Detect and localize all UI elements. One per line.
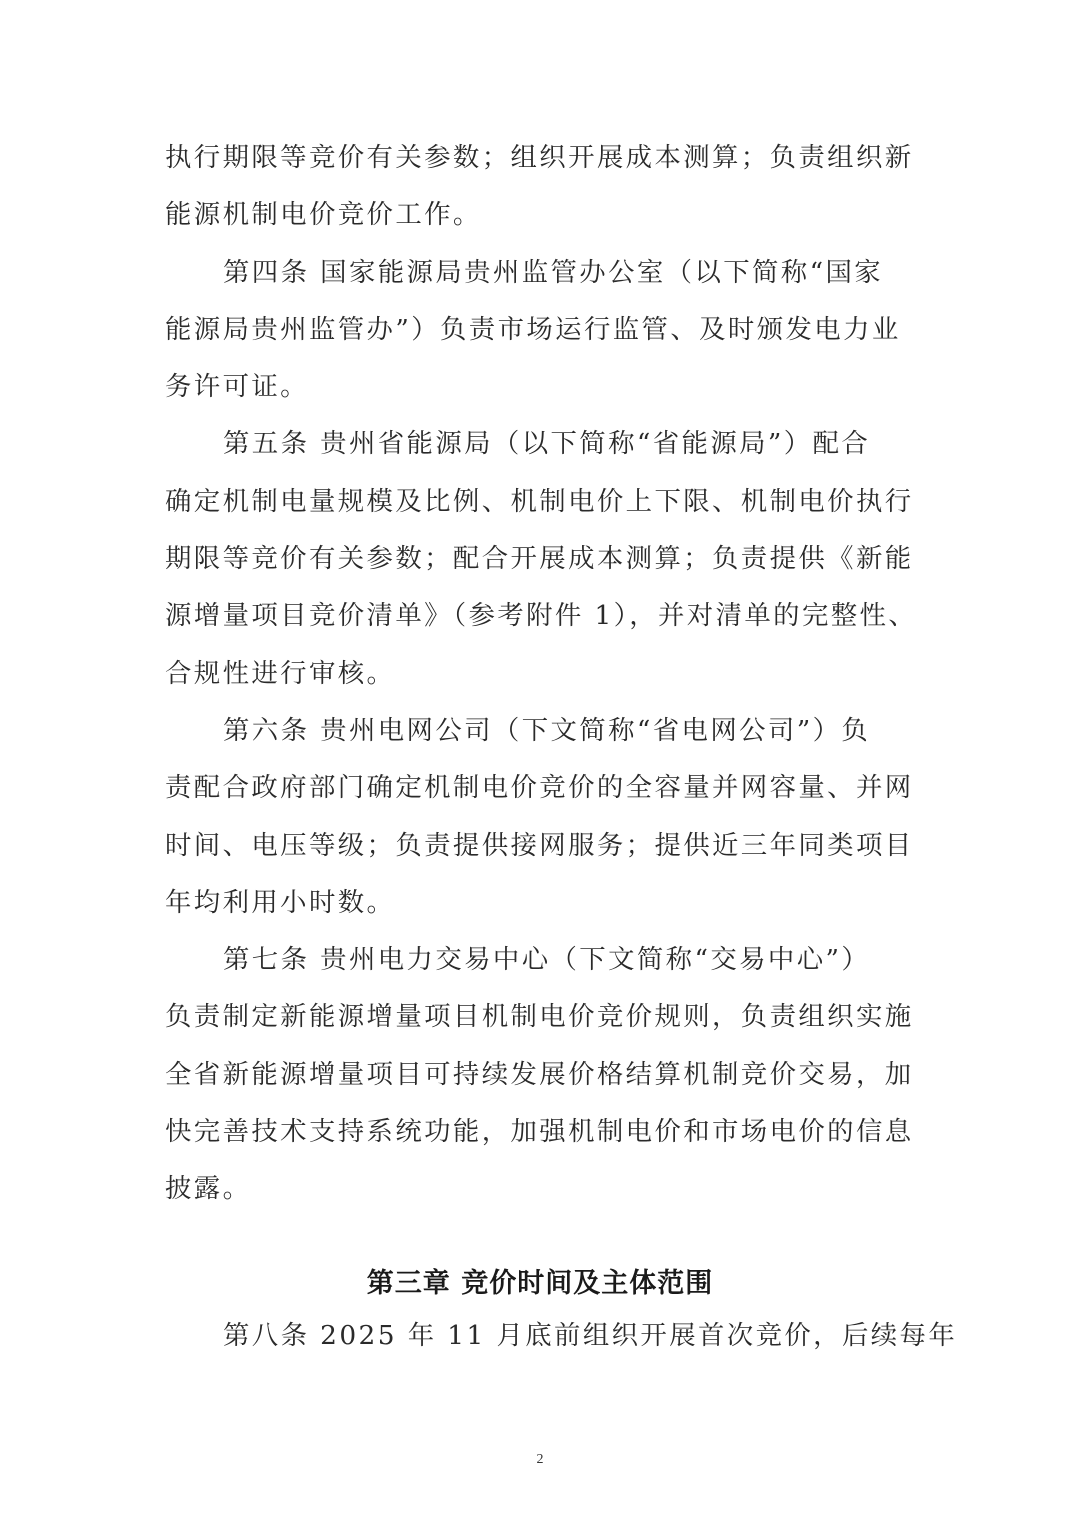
text-line: 源增量项目竞价清单》（参考附件 1），并对清单的完整性、 [165, 600, 918, 632]
text-line: 能源机制电价竞价工作。 [165, 199, 482, 231]
text-line: 责配合政府部门确定机制电价竞价的全容量并网容量、并网 [165, 772, 914, 804]
paragraph-article6 [165, 702, 917, 931]
text-line: 全省新能源增量项目可持续发展价格结算机制竞价交易，加 [165, 1058, 914, 1090]
text-line: 第四条 国家能源局贵州监管办公室（以下简称“国家 [223, 256, 884, 288]
paragraph-article3-continued [165, 129, 917, 244]
text-line: 第八条 2025 年 11 月底前组织开展首次竞价，后续每年 [223, 1320, 958, 1351]
text-line: 期限等竞价有关参数；配合开展成本测算；负责提供《新能 [165, 543, 914, 575]
text-line: 快完善技术支持系统功能，加强机制电价和市场电价的信息 [165, 1116, 914, 1148]
page-number: 2 [536, 1452, 544, 1467]
text-line: 年均利用小时数。 [165, 886, 396, 918]
text-line: 第五条 贵州省能源局（以下简称“省能源局”）配合 [223, 428, 871, 460]
text-line: 第七条 贵州电力交易中心（下文简称“交易中心”） [223, 944, 871, 976]
text-line: 时间、电压等级；负责提供接网服务；提供近三年同类项目 [165, 829, 914, 861]
text-line: 负责制定新能源增量项目机制电价竞价规则，负责组织实施 [165, 1001, 914, 1033]
paragraph-article7 [165, 931, 917, 1217]
text-line: 确定机制电量规模及比例、机制电价上下限、机制电价执行 [165, 485, 914, 517]
text-line: 能源局贵州监管办”）负责市场运行监管、及时颁发电力业 [165, 313, 901, 345]
chapter-heading: 第三章 竞价时间及主体范围 [366, 1268, 714, 1299]
text-line: 披露。 [165, 1173, 252, 1205]
text-line: 合规性进行审核。 [165, 657, 396, 689]
paragraph-article4 [165, 244, 917, 416]
text-line: 第六条 贵州电网公司（下文简称“省电网公司”）负 [223, 714, 871, 746]
paragraph-article5 [165, 415, 917, 701]
text-line: 务许可证。 [165, 371, 309, 403]
text-line: 执行期限等竞价有关参数；组织开展成本测算；负责组织新 [165, 142, 914, 173]
document-body [165, 129, 917, 1218]
paragraph-article8 [165, 1307, 958, 1364]
